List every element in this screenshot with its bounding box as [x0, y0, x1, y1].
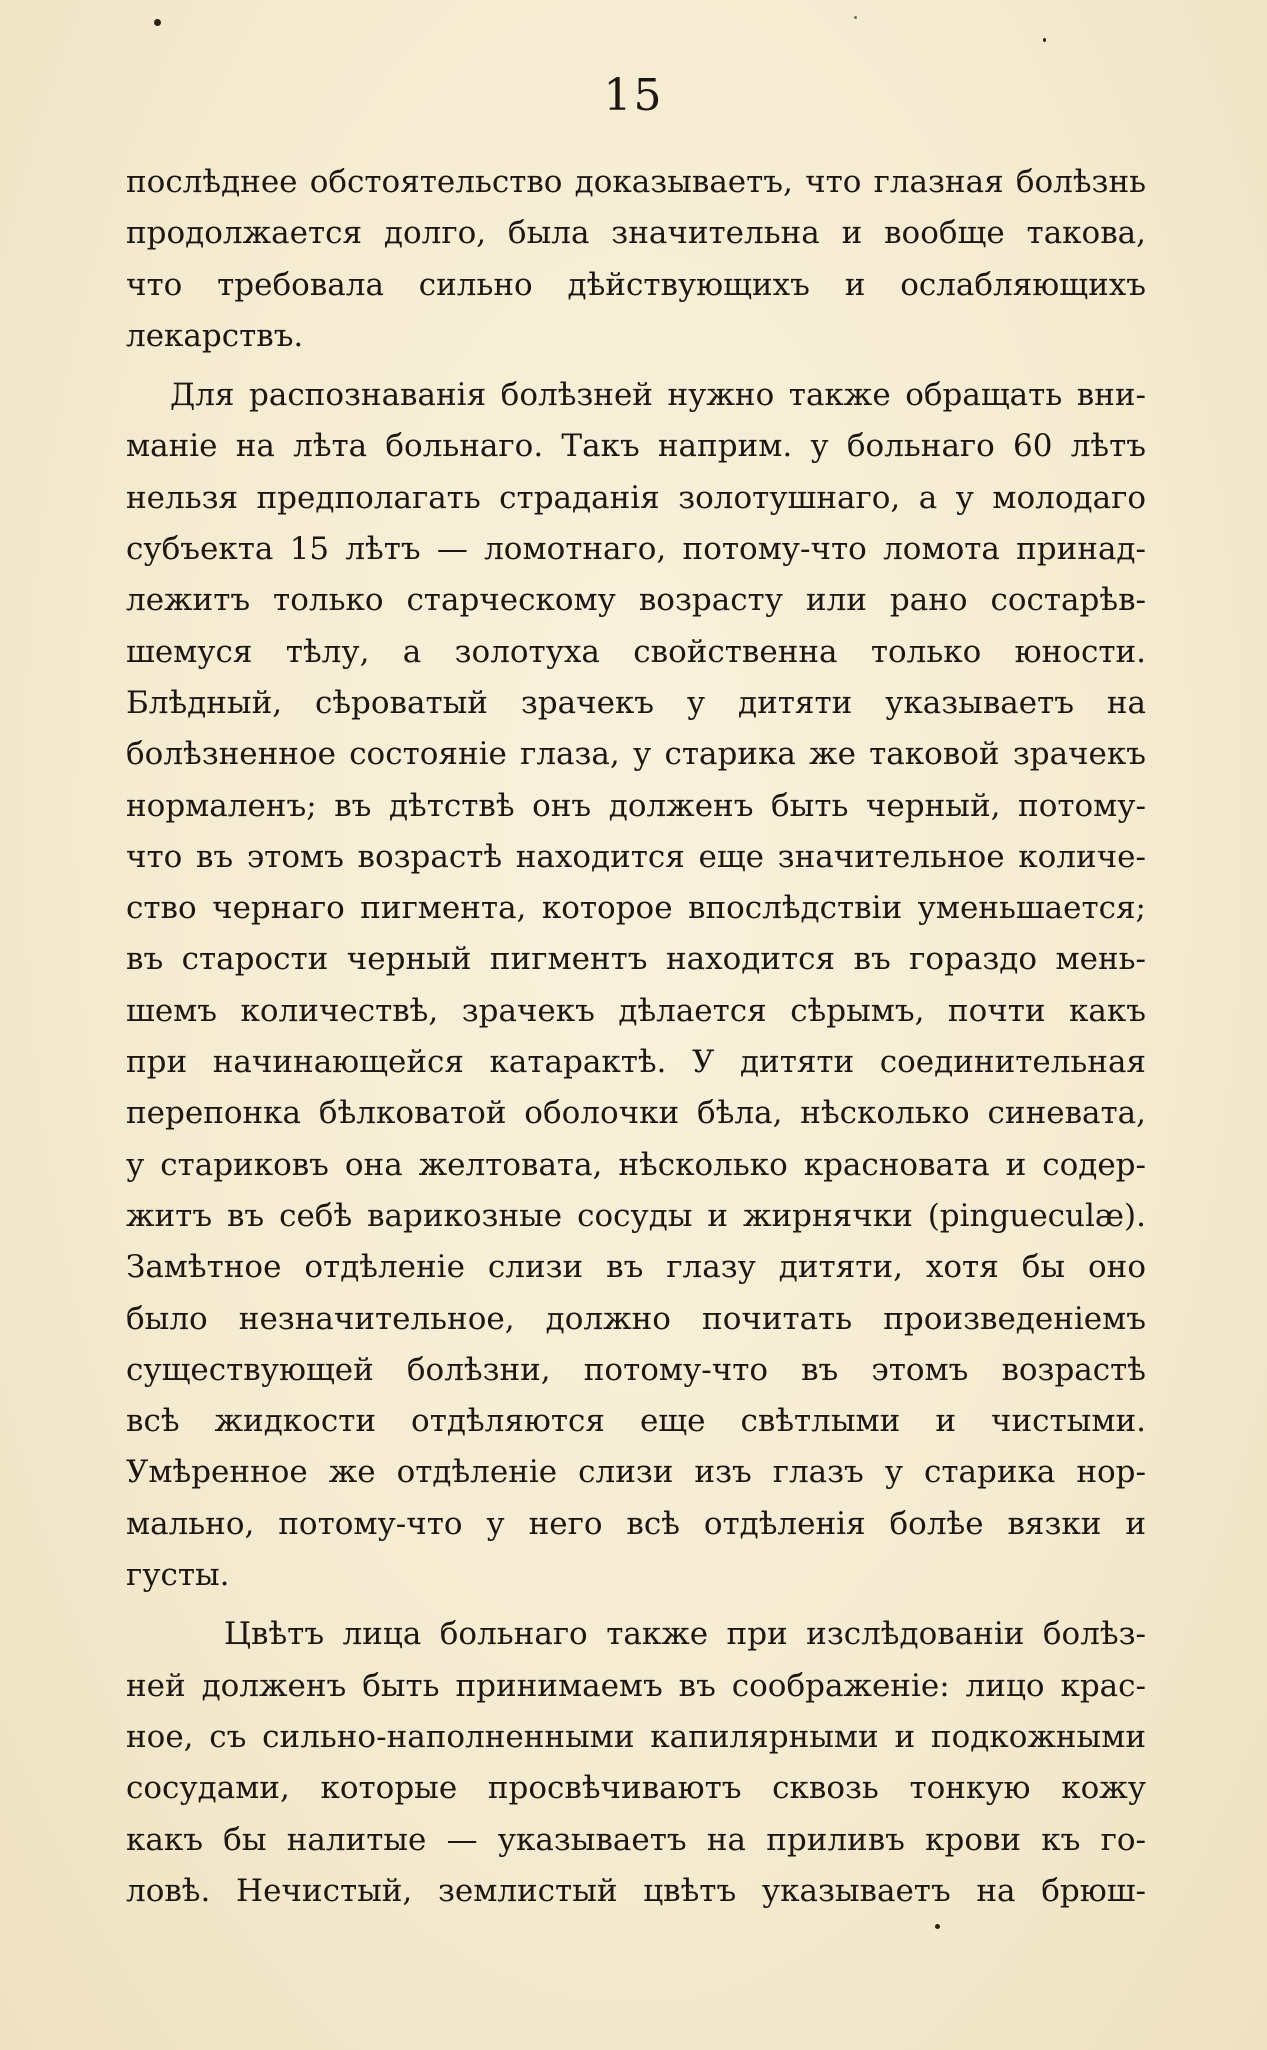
text-line: Блѣдный, сѣроватый зрачекъ у дитяти указываетъ на	[126, 684, 1146, 721]
text-line: было незначительное, должно почитать произведеніемъ	[126, 1300, 1146, 1337]
text-line: нормаленъ; въ дѣтствѣ онъ долженъ быть черный, потому-	[126, 787, 1146, 824]
page-number: 15	[603, 70, 664, 121]
ink-speck	[154, 19, 161, 26]
text-line: Цвѣтъ лица больнаго также при изслѣдованіи болѣз-	[224, 1616, 1146, 1653]
text-line: лежитъ только старческому возрасту или рано состарѣв-	[126, 582, 1146, 619]
text-line: продолжается долго, была значительна и вообще такова,	[126, 215, 1146, 252]
text-line: лекарствъ.	[126, 317, 304, 354]
text-line: у стариковъ она желтовата, нѣсколько красновата и содер-	[126, 1146, 1146, 1183]
text-line: послѣднее обстоятельство доказываетъ, что глазная болѣзнь	[126, 164, 1146, 200]
ink-speck	[935, 1924, 940, 1929]
text-line: ство чернаго пигмента, которое впослѣдствіи уменьшается;	[126, 890, 1146, 927]
text-line: ловѣ. Нечистый, землистый цвѣтъ указываетъ на брюш-	[126, 1872, 1146, 1909]
text-line: при начинающейся катарактѣ. У дитяти соединительная	[126, 1044, 1146, 1081]
text-line: житъ въ себѣ варикозные сосуды и жирнячки (pinguеculæ).	[126, 1197, 1146, 1234]
text-line: Для распознаванія болѣзней нужно также обращать вни-	[170, 377, 1146, 414]
ink-speck	[854, 16, 857, 19]
text-line: маніе на лѣта больнаго. Такъ наприм. у больнаго 60 лѣтъ	[126, 428, 1146, 465]
text-line: субъекта 15 лѣтъ — ломотнаго, потому-что ломота принад-	[126, 531, 1146, 568]
paragraph-gap	[126, 362, 1146, 370]
text-line: какъ бы налитые — указываетъ на приливъ крови къ го-	[126, 1821, 1146, 1858]
text-line: Умѣренное же отдѣленіе слизи изъ глазъ у старика нор-	[126, 1454, 1146, 1491]
text-line: Замѣтное отдѣленіе слизи въ глазу дитяти, хотя бы оно	[126, 1249, 1146, 1286]
text-line: ное, съ сильно-наполненными капилярными и подкожными	[126, 1718, 1146, 1755]
text-line: что требовала сильно дѣйствующихъ и ослабляющихъ	[126, 266, 1146, 303]
text-line: ней долженъ быть принимаемъ въ соображеніе: лицо крас-	[126, 1667, 1146, 1704]
body-text	[126, 157, 1146, 1917]
ink-speck	[1043, 38, 1046, 42]
text-line: нельзя предполагать страданія золотушнаго, а у молодаго	[126, 479, 1146, 516]
text-line: что въ этомъ возрастѣ находится еще значительное количе-	[126, 838, 1146, 875]
text-line: шемъ количествѣ, зрачекъ дѣлается сѣрымъ, почти какъ	[126, 992, 1146, 1029]
text-line: болѣзненное состояніе глаза, у старика же таковой зрачекъ	[126, 736, 1146, 773]
text-line: сосудами, которые просвѣчиваютъ сквозь тонкую кожу	[126, 1770, 1146, 1807]
text-line: перепонка бѣлковатой оболочки бѣла, нѣсколько синевата,	[126, 1095, 1146, 1132]
text-line: существующей болѣзни, потому-что въ этомъ возрастѣ	[126, 1351, 1146, 1388]
text-line: въ старости черный пигментъ находится въ гораздо мень-	[126, 941, 1146, 978]
text-line: всѣ жидкости отдѣляются еще свѣтлыми и чистыми.	[126, 1403, 1146, 1440]
text-line: шемуся тѣлу, а золотуха свойственна только юности.	[126, 633, 1146, 670]
paragraph-gap	[126, 1601, 1146, 1609]
text-line: густы.	[126, 1557, 230, 1594]
text-line: мально, потому-что у него всѣ отдѣленія болѣе вязки и	[126, 1505, 1146, 1542]
